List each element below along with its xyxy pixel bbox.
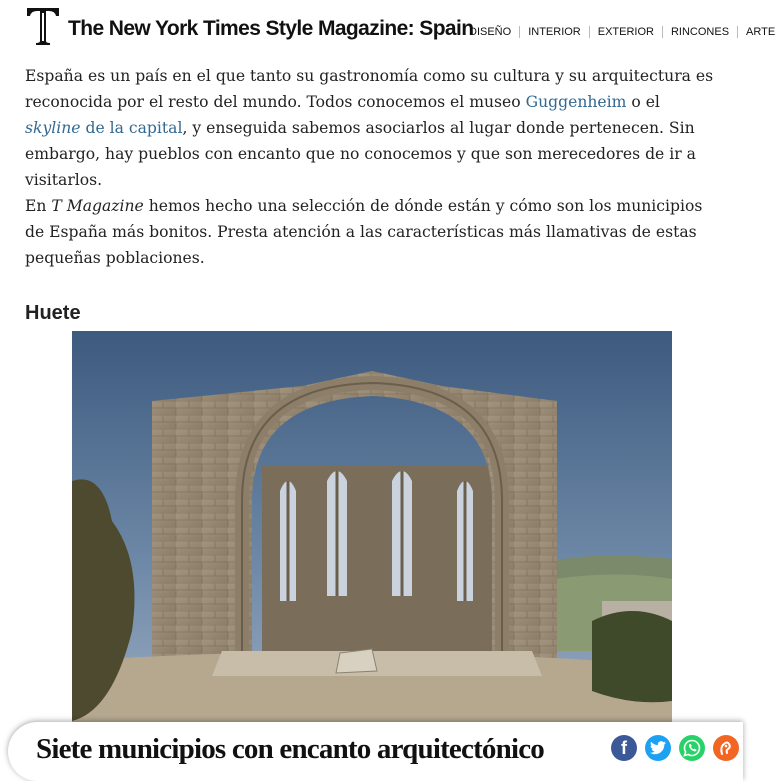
selection-text: hemos hecho una selección de dónde están y cómo son los municipios de España más bonitos. Presta atención a las características más llamativas de estas pequeñas poblaciones. <box>25 197 703 267</box>
sticky-article-bar <box>8 722 743 781</box>
section-heading: Huete <box>25 302 81 324</box>
nav-item-diseno[interactable]: DISEÑO <box>469 26 512 38</box>
site-title[interactable]: The New York Times Style Magazine: Spain <box>68 17 474 40</box>
whatsapp-icon <box>683 739 701 757</box>
whatsapp-share-button[interactable] <box>679 735 705 761</box>
skyline-link-italic[interactable]: skyline <box>25 119 81 137</box>
nav-item-rincones[interactable]: RINCONES <box>662 26 737 38</box>
intro-text: , y enseguida sabemos asociarlos al lugar donde pertenecen. Sin embargo, hay pueblos con encanto que no conocemos y que son merecedores de ir a visitarlos. <box>25 119 696 189</box>
facebook-icon: f <box>621 737 627 758</box>
intro-paragraph <box>25 63 715 193</box>
intro-text: España es un país en el que tanto su gastronomía como su cultura y su arquitectura es reconocida por el resto del mundo. Todos conocemos el museo <box>25 67 714 111</box>
meneame-icon <box>717 739 735 757</box>
twitter-share-button[interactable] <box>645 735 671 761</box>
huete-photo <box>72 331 672 726</box>
selection-paragraph <box>25 193 715 271</box>
intro-text: o el <box>626 93 660 111</box>
nav-item-exterior[interactable]: EXTERIOR <box>589 26 662 38</box>
selection-text: En <box>25 197 52 215</box>
facebook-share-button[interactable] <box>611 735 637 761</box>
meneame-share-button[interactable] <box>713 735 739 761</box>
site-header <box>0 0 776 62</box>
main-nav <box>461 26 783 38</box>
skyline-link-rest[interactable]: de la capital <box>80 119 183 137</box>
article-title: Siete municipios con encanto arquitectónico <box>36 733 544 765</box>
guggenheim-link[interactable]: Guggenheim <box>525 93 627 111</box>
nav-item-arte[interactable]: ARTE <box>737 26 783 38</box>
skyline-link[interactable] <box>25 119 182 137</box>
nav-item-interior[interactable]: INTERIOR <box>519 26 589 38</box>
t-magazine-logo[interactable] <box>25 5 61 46</box>
twitter-icon <box>650 741 666 755</box>
magazine-name: T Magazine <box>51 197 144 215</box>
